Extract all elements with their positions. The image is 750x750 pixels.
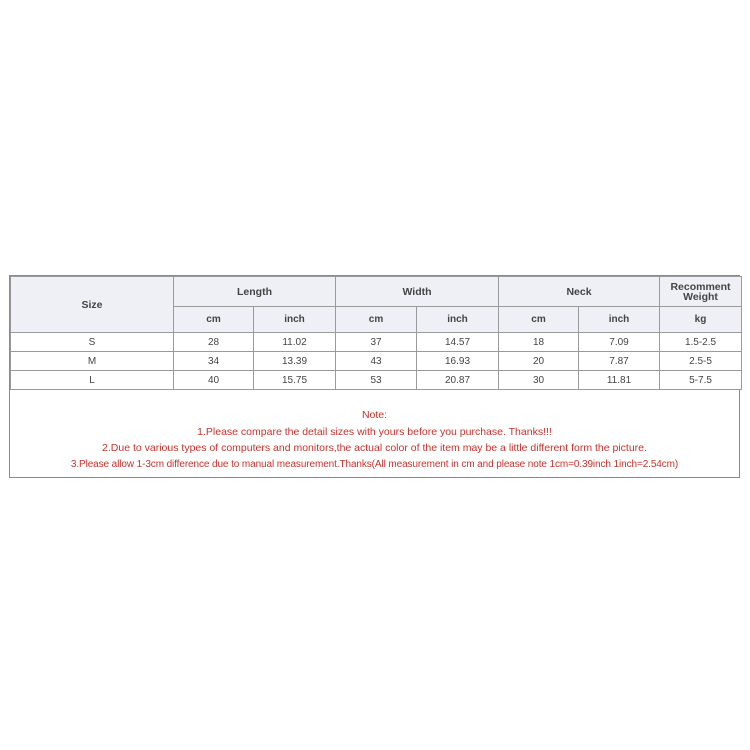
unit-cell: kg [660, 307, 742, 333]
table-cell: 1.5-2.5 [660, 333, 742, 352]
unit-cell: cm [174, 307, 254, 333]
table-cell: 14.57 [417, 333, 499, 352]
table-cell: 20.87 [417, 371, 499, 390]
width-header: Width [336, 277, 499, 307]
table-cell: 2.5-5 [660, 352, 742, 371]
table-cell: 28 [174, 333, 254, 352]
weight-header: Recomment Weight [660, 277, 742, 307]
table-cell: 43 [336, 352, 417, 371]
table-cell: 18 [499, 333, 579, 352]
table-cell: 30 [499, 371, 579, 390]
unit-cell: inch [254, 307, 336, 333]
table-cell: 7.87 [579, 352, 660, 371]
table-cell: 20 [499, 352, 579, 371]
size-label: M [11, 352, 174, 371]
table-cell: 15.75 [254, 371, 336, 390]
note-line-2: 2.Due to various types of computers and monitors,the actual color of the item may be a little different form the picture. [102, 442, 647, 454]
unit-cell: inch [579, 307, 660, 333]
table-cell: 11.02 [254, 333, 336, 352]
size-header: Size [11, 277, 174, 333]
unit-cell: cm [336, 307, 417, 333]
table-row [11, 333, 742, 352]
size-label: S [11, 333, 174, 352]
table-header-row [11, 277, 742, 307]
table-cell: 11.81 [579, 371, 660, 390]
table-row [11, 352, 742, 371]
table-cell: 37 [336, 333, 417, 352]
size-table [10, 276, 742, 390]
note-section [10, 390, 739, 473]
unit-cell: inch [417, 307, 499, 333]
neck-header: Neck [499, 277, 660, 307]
size-label: L [11, 371, 174, 390]
table-cell: 5-7.5 [660, 371, 742, 390]
table-row [11, 371, 742, 390]
size-chart [9, 275, 740, 478]
table-cell: 34 [174, 352, 254, 371]
note-title: Note: [361, 409, 388, 421]
unit-cell: cm [499, 307, 579, 333]
table-cell: 40 [174, 371, 254, 390]
table-cell: 7.09 [579, 333, 660, 352]
note-line-1: 1.Please compare the detail sizes with yours before you purchase. Thanks!!! [197, 425, 552, 438]
table-cell: 16.93 [417, 352, 499, 371]
table-cell: 53 [336, 371, 417, 390]
length-header: Length [174, 277, 336, 307]
table-cell: 13.39 [254, 352, 336, 371]
note-line-3: 3.Please allow 1-3cm difference due to manual measurement.Thanks(All measurement in cm and please note 1cm=0.39inch 1inch=2.54cm) [70, 458, 679, 470]
